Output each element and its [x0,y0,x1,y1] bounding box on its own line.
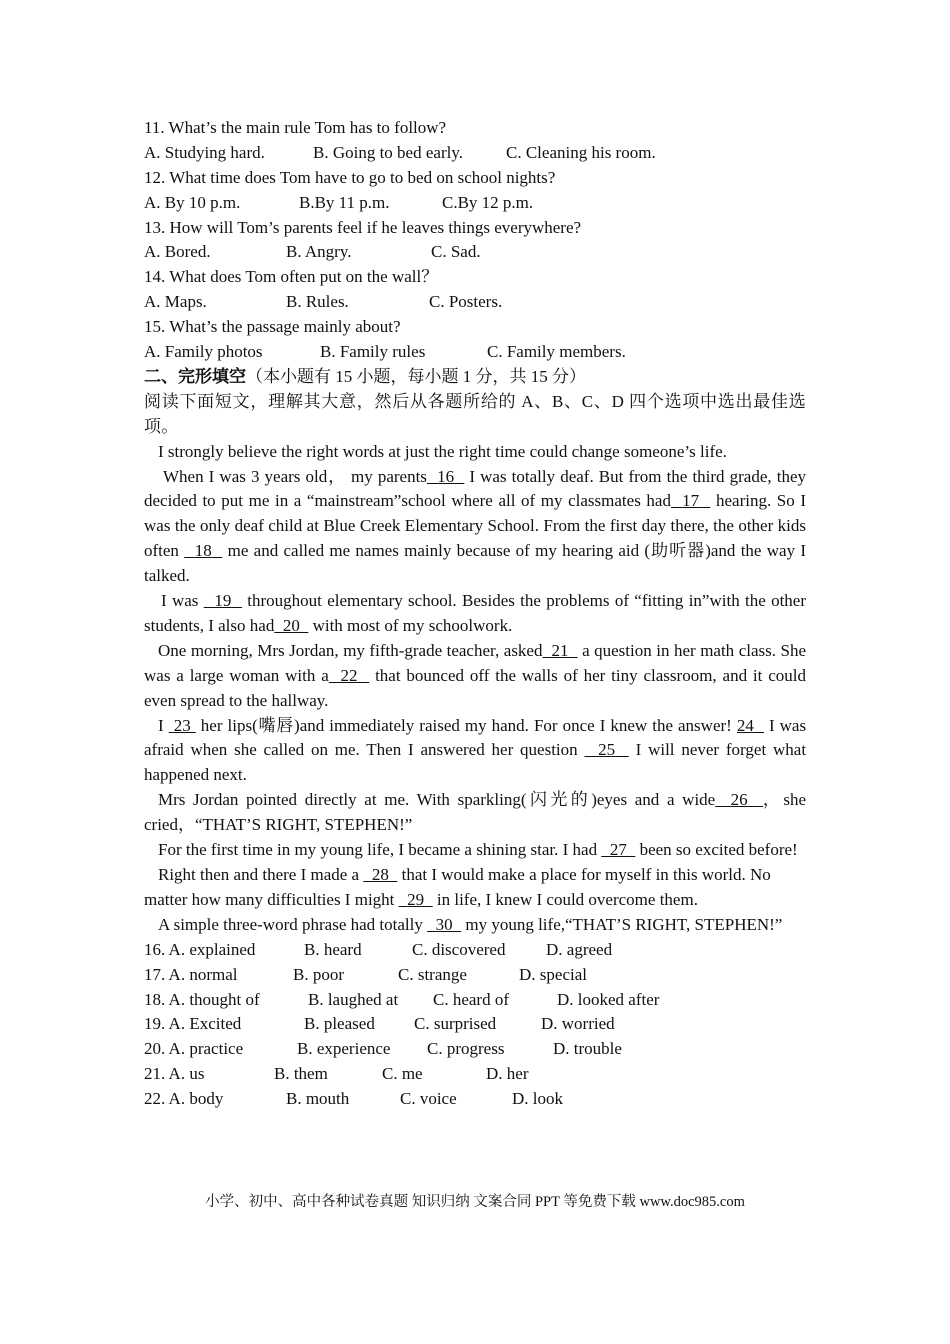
text: I was afraid when she called on me. Then I answered her question [144,715,807,760]
question-13: 13. How will Tom’s parents feel if he leaves things everywhere? [144,217,582,237]
option-b: B. Going to bed early. [313,142,463,162]
option-b: B. heard [304,939,362,959]
text: I was [161,591,199,611]
blank-number: 17 [682,491,700,511]
blank-number: 18 [194,541,212,561]
passage-p8 [144,863,806,913]
blank-number: 22 [340,665,358,685]
question-15: 15. What’s the passage mainly about? [144,317,401,337]
passage-p1: I strongly believe the right words at just the right time could change someone’s life. [158,441,727,461]
text: Mrs Jordan pointed directly at me. With sparkling(闪光的)eyes and a wide [158,790,716,810]
blank-30 [427,915,461,934]
options-19 [144,1012,806,1037]
text: her lips(嘴唇)and immediately raised my hand. For once I knew the answer! [200,715,732,735]
text: One morning, Mrs Jordan, my fifth-grade teacher, asked [158,640,543,660]
option-b: B.By 11 p.m. [299,192,390,212]
option-a: 19. A. Excited [144,1014,242,1034]
option-d: D. her [486,1064,529,1084]
blank-17 [671,491,710,510]
blank-28 [363,865,397,884]
option-b: B. Angry. [286,242,352,262]
option-a: A. Maps. [144,292,207,312]
section-title: 二、完形填空 [144,366,246,386]
option-b: B. them [274,1064,328,1084]
text: For the first time in my young life, I became a shining star. I had [158,840,598,860]
text: in life, I knew I could overcome them. [436,889,698,909]
text: a question in her math class. She was a large woman with a [144,640,807,685]
blank-number: 24 [736,715,754,735]
option-c: C. heard of [433,989,510,1009]
option-c: C. progress [427,1039,505,1059]
option-a: 22. A. body [144,1089,224,1109]
question-12: 12. What time does Tom have to go to bed on school nights? [144,167,556,187]
option-d: D. agreed [546,939,613,959]
option-b: B. experience [297,1039,391,1059]
text: been so excited before! [639,840,798,860]
question-14-options [144,290,806,315]
option-a: 20. A. practice [144,1039,244,1059]
blank-27 [601,840,635,859]
blank-23 [169,716,196,735]
option-c: C. Family members. [487,342,626,362]
passage-p2 [144,465,806,590]
option-b: B. mouth [286,1089,350,1109]
option-c: C. Posters. [429,292,503,312]
option-a: A. Studying hard. [144,142,265,162]
blank-29 [399,890,433,909]
option-c: C. me [382,1064,423,1084]
section-note: （本小题有 15 小题，每小题 1 分，共 15 分） [246,366,586,386]
passage-p6 [144,788,806,838]
blank-16 [427,467,464,486]
option-b: B. Rules. [286,292,349,312]
text: throughout elementary school. Besides the problems of “fitting in”with the other students, I also had [144,591,807,635]
text: my young life,“THAT’S RIGHT, STEPHEN!” [465,914,783,934]
blank-21 [542,641,577,660]
text: I [158,715,164,735]
text: hearing. So I was the only deaf child at Blue Creek Elementary School. From the first day there, the other kids often [144,491,807,561]
passage-p5 [144,714,806,789]
text: A simple three-word phrase had totally [158,914,423,934]
option-d: D. worried [541,1014,615,1034]
options-18 [144,988,806,1013]
blank-19 [204,591,242,610]
options-20 [144,1037,806,1062]
option-a: 18. A. thought of [144,989,260,1009]
option-c: C. voice [400,1089,457,1109]
question-12-options [144,191,806,216]
option-a: 16. A. explained [144,939,256,959]
question-11-options [144,141,806,166]
text: Right then and there I made a [158,865,360,885]
option-a: A. Family photos [144,342,263,362]
options-17 [144,963,806,988]
option-c: C. Sad. [431,242,481,262]
passage-p7 [144,838,806,863]
option-c: C. strange [398,964,467,984]
passage-p3 [144,589,806,639]
text: that bounced off the walls of her tiny classroom, and it could even spread to the hallway. [144,665,807,710]
blank-number: 29 [407,889,425,909]
blank-20 [274,616,308,635]
blank-number: 27 [609,840,627,860]
option-d: D. trouble [553,1039,622,1059]
option-b: B. Family rules [320,342,426,362]
blank-number: 21 [551,640,569,660]
option-a: A. Bored. [144,242,211,262]
blank-26 [715,790,763,809]
option-a: A. By 10 p.m. [144,192,241,212]
question-13-options [144,240,806,265]
question-15-options [144,340,806,365]
text: that I would make a place for myself in this world. No matter how many difficulties I might [144,865,771,909]
option-c: C. Cleaning his room. [506,142,656,162]
option-d: D. looked after [557,989,660,1009]
option-a: 17. A. normal [144,964,238,984]
section-heading [144,365,806,390]
text: When I was 3 years old， my parents [163,466,427,486]
question-14: 14. What does Tom often put on the wall？ [144,267,439,287]
options-22 [144,1087,806,1112]
option-d: D. look [512,1089,563,1109]
blank-number: 19 [214,591,232,611]
blank-number: 20 [282,615,300,635]
option-b: B. poor [293,964,344,984]
blank-24 [737,716,764,735]
text: ，she cried，“THAT’S RIGHT, STEPHEN!” [144,790,807,835]
blank-18 [184,541,222,560]
text: I was totally deaf. But from the third grade, they decided to put me in a “mainstream”school where all of my classmates had [144,466,807,511]
text: with most of my schoolwork. [312,615,513,635]
blank-number: 30 [435,914,453,934]
options-21 [144,1062,806,1087]
blank-number: 23 [173,715,191,735]
page-footer: 小学、初中、高中各种试卷真题 知识归纳 文案合同 PPT 等免费下载 www.doc985.com [205,1194,745,1210]
exam-page [144,116,806,1112]
blank-number: 25 [598,740,616,760]
option-b: B. pleased [304,1014,375,1034]
section-instruction: 阅读下面短文，理解其大意，然后从各题所给的 A、B、C、D 四个选项中选出最佳选项。 [144,391,806,436]
text: me and called me names mainly because of my hearing aid (助听器)and the way I talked. [144,541,807,586]
passage-p4 [144,639,806,714]
blank-25 [584,740,628,759]
blank-number: 16 [437,466,455,486]
passage-p9 [144,913,806,938]
blank-22 [329,666,369,685]
blank-number: 26 [730,790,748,810]
option-c: C. discovered [412,939,506,959]
blank-number: 28 [371,865,389,885]
question-11: 11. What’s the main rule Tom has to follow? [144,118,447,137]
option-c: C. surprised [414,1014,497,1034]
option-b: B. laughed at [308,989,399,1009]
text: I will never forget what happened next. [144,740,807,785]
option-d: D. special [519,964,587,984]
option-a: 21. A. us [144,1064,205,1084]
option-c: C.By 12 p.m. [442,192,534,212]
options-16 [144,938,806,963]
